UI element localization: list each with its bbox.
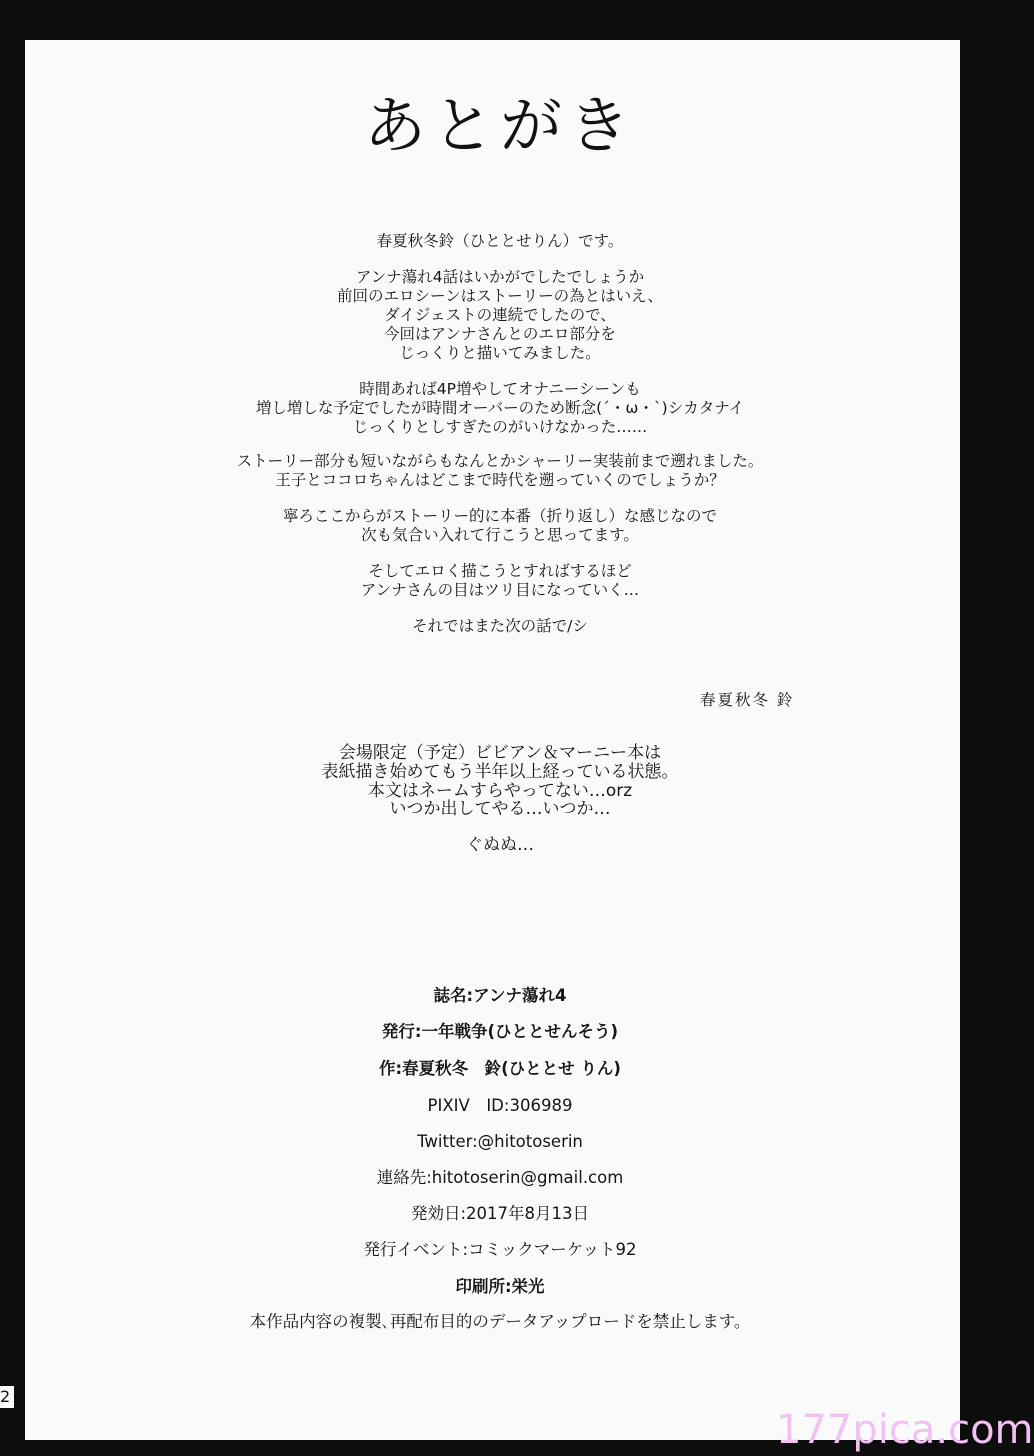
para3-line-1: ストーリー部分も短いながらもなんとかシャーリー実装前まで遡れました。	[236, 452, 764, 470]
para2-line-2: 増し増しな予定でしたが時間オーバーのため断念(´・ω・`)シカタナイ	[255, 399, 745, 417]
colophon-publisher: 発行:一年戦争(ひととせんそう)	[381, 1022, 619, 1041]
para1-line-5: じっくりと描いてみました。	[399, 344, 601, 362]
page-number: 2	[0, 1386, 14, 1408]
colophon-pixiv: PIXIV ID:306989	[427, 1096, 573, 1115]
para2-line-1: 時間あれば4P増やしてオナニーシーンも	[359, 380, 641, 398]
author-signature: 春夏秋冬 鈴	[700, 691, 795, 709]
note-line-4: いつか出してやる…いつか…	[389, 799, 611, 819]
colophon-contact: 連絡先:hitotoserin@gmail.com	[376, 1168, 624, 1187]
para1-line-1: アンナ蕩れ4話はいかがでしたでしょうか	[355, 268, 645, 286]
colophon-printer: 印刷所:栄光	[455, 1277, 545, 1296]
colophon-twitter: Twitter:@hitotoserin	[417, 1132, 583, 1151]
para5-line-1: そしてエロく描こうとすればするほど	[368, 562, 632, 580]
colophon-date: 発効日:2017年8月13日	[410, 1204, 590, 1223]
copyright-notice: 本作品内容の複製､再配布目的のデータアップロードを禁止します。	[249, 1312, 751, 1331]
para4-line-2: 次も気合い入れて行こうと思ってます。	[361, 526, 639, 544]
note-line-1: 会場限定（予定）ビビアン＆マーニー本は	[338, 743, 662, 763]
note-line-2: 表紙描き始めてもう半年以上経っている状態。	[321, 762, 679, 782]
note-line-3: 本文はネームすらやってない…orz	[367, 781, 633, 801]
note-tail: ぐぬぬ…	[466, 835, 534, 855]
page-title: あとがき	[363, 89, 636, 162]
colophon-title: 誌名:アンナ蕩れ4	[433, 986, 567, 1005]
greeting-line: 春夏秋冬鈴（ひととせりん）です。	[376, 232, 624, 250]
colophon-event: 発行イベント:コミックマーケット92	[363, 1240, 637, 1259]
para1-line-2: 前回のエロシーンはストーリーの為とはいえ、	[336, 287, 664, 305]
para4-line-1: 寧ろここからがストーリー的に本番（折り返し）な感じなので	[282, 507, 717, 525]
para1-line-3: ダイジェストの連続でしたので、	[384, 306, 616, 324]
para3-line-2: 王子とココロちゃんはどこまで時代を遡っていくのでしょうか？	[275, 471, 725, 489]
para2-line-3: じっくりとしすぎたのがいけなかった……	[352, 418, 648, 436]
para5-line-2: アンナさんの目はツリ目になっていく…	[360, 581, 640, 599]
colophon-author: 作:春夏秋冬 鈴(ひととせ りん)	[379, 1059, 621, 1078]
watermark-text: 177pica.com	[776, 1407, 1034, 1453]
closing-line: それではまた次の話で/シ	[412, 617, 588, 635]
para1-line-4: 今回はアンナさんとのエロ部分を	[384, 325, 616, 343]
